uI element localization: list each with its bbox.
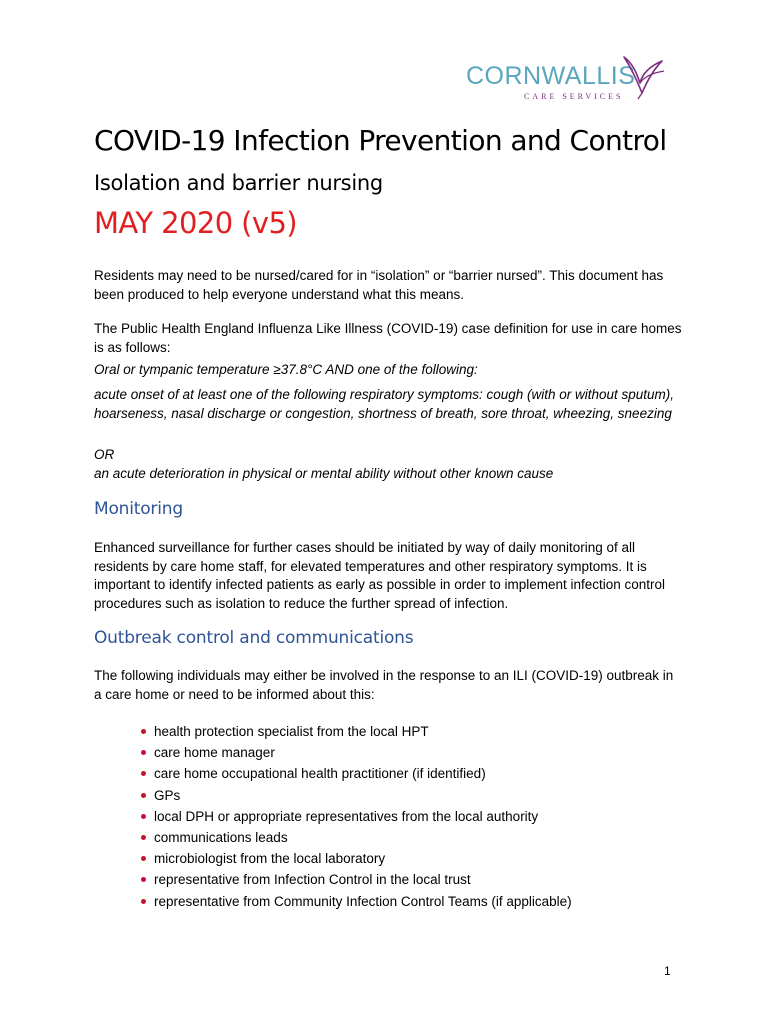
- monitoring-heading: Monitoring: [94, 499, 183, 519]
- list-item: care home occupational health practitioner (if identified): [138, 763, 698, 784]
- criteria-temperature: Oral or tympanic temperature ≥37.8°C AND one of the following:: [94, 362, 478, 377]
- bullet-icon: [141, 729, 146, 734]
- case-definition-paragraph: The Public Health England Influenza Like Illness (COVID-19) case definition for use in care homes is as follows:: [94, 321, 682, 355]
- criteria-respiratory: acute onset of at least one of the following respiratory symptoms: cough (with or without sputum), hoarseness, nasal discharge or congestion, shortness of breath, sore throat, wheezing, sneezing: [94, 387, 675, 421]
- outbreak-heading: Outbreak control and communications: [94, 628, 414, 648]
- list-item: health protection specialist from the local HPT: [138, 721, 698, 742]
- list-item: representative from Infection Control in the local trust: [138, 869, 698, 890]
- bullet-icon: [141, 814, 146, 819]
- list-item: GPs: [138, 785, 698, 806]
- list-item: microbiologist from the local laboratory: [138, 848, 698, 869]
- list-item: local DPH or appropriate representatives from the local authority: [138, 806, 698, 827]
- title-main: COVID-19 Infection Prevention and Control: [94, 124, 667, 157]
- outbreak-paragraph: The following individuals may either be involved in the response to an ILI (COVID-19) outbreak in a care home or need to be informed about this:: [94, 668, 674, 702]
- bullet-icon: [141, 750, 146, 755]
- bird-logo-icon: [618, 53, 670, 101]
- title-subtitle: Isolation and barrier nursing: [94, 171, 383, 195]
- logo-tagline: CARE SERVICES: [524, 92, 624, 101]
- bullet-icon: [141, 877, 146, 882]
- bullet-icon: [141, 856, 146, 861]
- list-item: communications leads: [138, 827, 698, 848]
- list-item: care home manager: [138, 742, 698, 763]
- criteria-or: OR: [94, 447, 115, 462]
- bullet-icon: [141, 835, 146, 840]
- company-logo: [466, 53, 671, 105]
- logo-name: CORNWALLIS: [466, 62, 636, 90]
- document-date: MAY 2020 (v5): [94, 206, 298, 240]
- bullet-icon: [141, 793, 146, 798]
- intro-paragraph: Residents may need to be nursed/cared for in “isolation” or “barrier nursed”. This document has been produced to help everyone understand what this means.: [94, 268, 664, 302]
- individuals-list: [138, 721, 698, 912]
- monitoring-paragraph: Enhanced surveillance for further cases should be initiated by way of daily monitoring of all residents by care home staff, for elevated temperatures and other respiratory symptoms. It is important to identify infected patients as early as possible in order to implement infection control procedures such as isolation to reduce the further spread of infection.: [94, 540, 666, 611]
- list-item: representative from Community Infection Control Teams (if applicable): [138, 891, 698, 912]
- bullet-icon: [141, 899, 146, 904]
- criteria-deterioration: an acute deterioration in physical or mental ability without other known cause: [94, 466, 554, 481]
- bullet-icon: [141, 771, 146, 776]
- document-title: [94, 121, 714, 203]
- page-number: 1: [664, 964, 671, 978]
